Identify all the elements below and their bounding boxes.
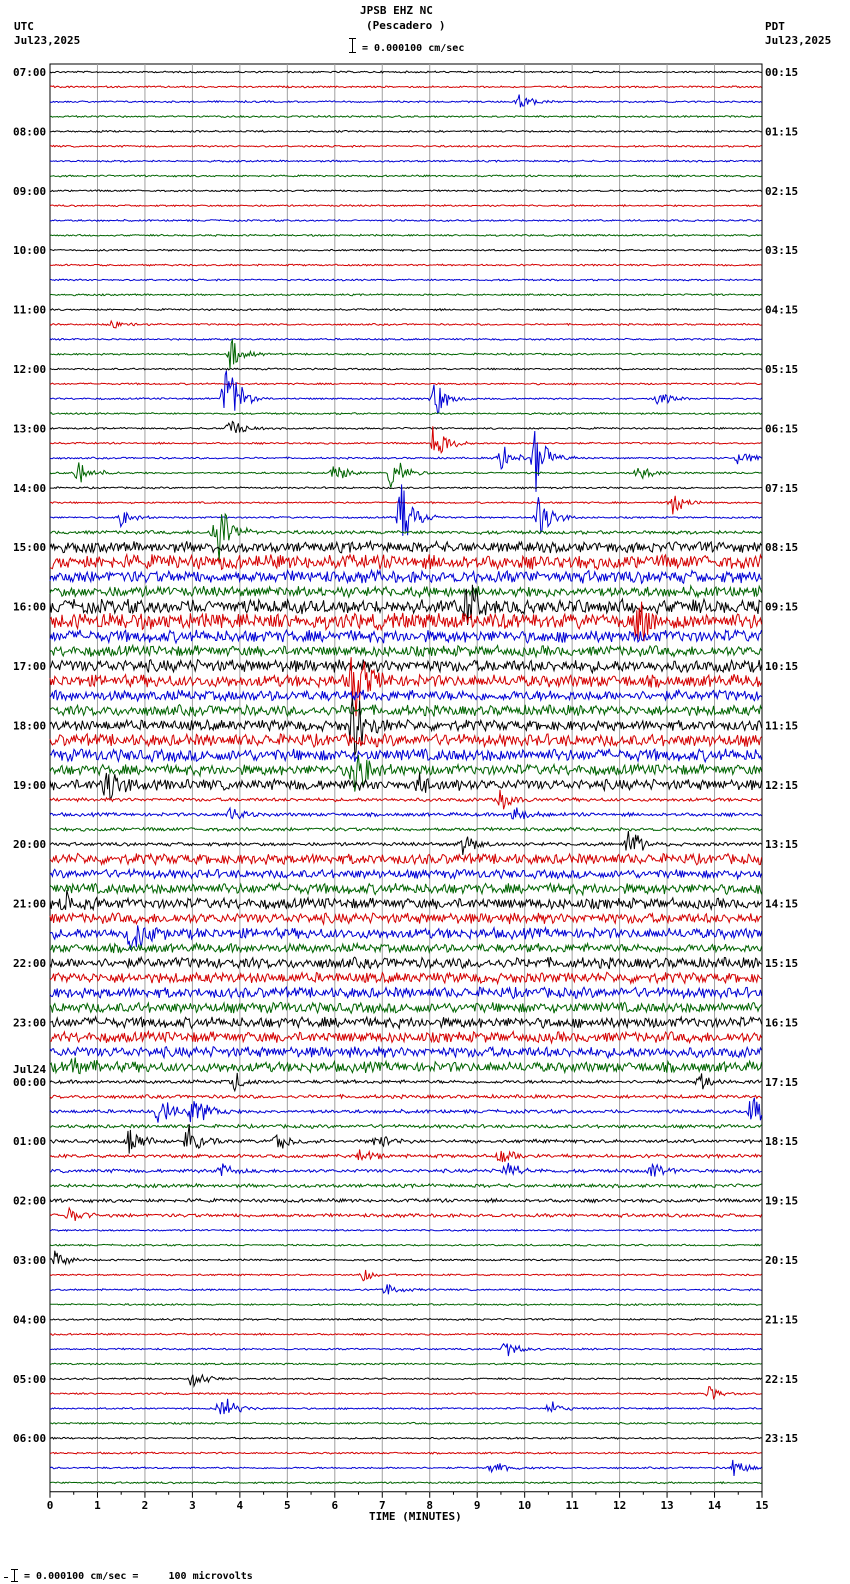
right-timezone: PDT <box>765 20 785 33</box>
seismic-trace <box>50 205 762 207</box>
seismic-trace <box>50 321 762 328</box>
right-hour-label: 20:15 <box>765 1254 799 1267</box>
right-hour-label: 06:15 <box>765 422 799 436</box>
seismic-trace <box>50 734 762 747</box>
seismic-trace <box>50 95 762 108</box>
left-hour-label: 02:00 <box>13 1194 47 1208</box>
seismic-trace <box>50 1047 762 1058</box>
right-hour-label: 00:15 <box>765 66 799 79</box>
right-hour-label: 03:15 <box>765 244 799 258</box>
seismic-trace <box>50 1304 762 1306</box>
seismic-trace <box>50 175 762 177</box>
x-tick-label: 11 <box>565 1498 579 1512</box>
seismic-trace <box>50 943 762 953</box>
x-tick-label: 15 <box>755 1498 769 1512</box>
seismic-trace <box>50 749 762 762</box>
x-tick-label: 9 <box>473 1498 481 1512</box>
seismic-trace <box>50 1251 762 1264</box>
seismic-trace <box>50 630 762 643</box>
left-hour-label: 11:00 <box>13 303 47 317</box>
right-hour-label: 07:15 <box>765 481 799 495</box>
seismic-trace <box>50 294 762 296</box>
seismic-trace <box>50 1460 762 1476</box>
seismic-trace <box>50 426 762 452</box>
seismic-trace <box>50 1333 762 1335</box>
right-hour-label: 11:15 <box>765 719 799 733</box>
seismic-trace <box>50 570 762 583</box>
footer-scale-text: = 0.000100 cm/sec = 100 microvolts <box>24 1571 253 1582</box>
seismic-trace <box>50 1387 762 1399</box>
left-hour-label: 10:00 <box>13 244 47 258</box>
seismic-trace <box>50 1032 762 1043</box>
left-hour-label: 22:00 <box>13 957 47 970</box>
seismic-trace <box>50 541 762 553</box>
right-hour-label: 04:15 <box>765 303 799 317</box>
seismic-trace <box>50 1399 762 1414</box>
left-hour-label: 16:00 <box>13 600 47 614</box>
seismic-trace <box>50 1002 762 1013</box>
right-hour-label: 19:15 <box>765 1194 799 1208</box>
right-hour-label: 01:15 <box>765 125 799 139</box>
seismic-trace <box>50 86 762 88</box>
seismic-trace <box>50 690 762 701</box>
seismic-trace <box>50 338 762 340</box>
seismic-trace <box>50 1149 762 1162</box>
x-tick-label: 13 <box>660 1498 674 1512</box>
left-hour-label: 17:00 <box>13 660 47 673</box>
seismic-trace <box>50 368 762 370</box>
right-hour-label: 10:15 <box>765 660 799 673</box>
seismic-trace <box>50 1363 762 1365</box>
seismic-trace <box>50 831 762 855</box>
seismic-trace <box>50 1163 762 1177</box>
seismic-trace <box>50 1422 762 1424</box>
seismic-trace <box>50 808 762 820</box>
right-hour-label: 16:15 <box>765 1016 799 1030</box>
left-hour-label: 07:00 <box>13 66 47 79</box>
seismic-trace <box>50 925 762 949</box>
left-hour-label: 09:00 <box>13 184 47 198</box>
seismic-trace <box>50 1270 762 1281</box>
seismic-trace <box>50 1452 762 1454</box>
right-hour-label: 23:15 <box>765 1432 799 1446</box>
seismic-trace <box>50 705 762 717</box>
seismic-trace <box>50 1073 762 1091</box>
seismic-trace <box>50 554 762 569</box>
station-title: JPSB EHZ NC <box>360 4 433 17</box>
x-tick-label: 14 <box>707 1498 722 1512</box>
seismic-trace <box>50 234 762 236</box>
seismic-trace <box>50 462 762 487</box>
seismic-trace <box>50 854 762 865</box>
seismic-trace <box>50 883 762 894</box>
left-hour-label: 12:00 <box>13 363 47 376</box>
x-tick-label: 3 <box>189 1498 196 1512</box>
seismic-trace <box>50 1124 762 1154</box>
right-hour-label: 17:15 <box>765 1075 799 1089</box>
seismic-trace <box>50 1199 762 1203</box>
seismic-trace <box>50 339 762 369</box>
right-hour-label: 18:15 <box>765 1135 799 1149</box>
x-tick-label: 8 <box>426 1498 434 1512</box>
x-tick-label: 12 <box>612 1498 627 1512</box>
seismic-trace <box>50 869 762 878</box>
seismic-trace <box>50 987 762 998</box>
scale-text: = 0.000100 cm/sec <box>362 43 465 54</box>
left-hour-label: 15:00 <box>13 541 47 555</box>
left-hour-label: 08:00 <box>13 125 47 139</box>
seismic-trace <box>50 790 762 810</box>
x-tick-label: 5 <box>284 1498 291 1512</box>
seismic-trace <box>50 1058 762 1074</box>
left-hour-label: 13:00 <box>13 422 47 436</box>
x-tick-label: 7 <box>378 1498 386 1512</box>
seismic-trace <box>50 1095 762 1099</box>
seismic-trace <box>50 1208 762 1221</box>
seismic-trace <box>50 957 762 969</box>
seismic-trace <box>50 487 762 489</box>
seismic-trace <box>50 371 762 413</box>
left-hour-label: 23:00 <box>13 1016 47 1030</box>
seismic-trace <box>50 1318 762 1320</box>
seismic-trace <box>50 1229 762 1231</box>
left-timezone: UTC <box>14 20 34 33</box>
seismic-trace <box>50 1017 762 1028</box>
station-location: (Pescadero ) <box>366 19 446 32</box>
seismic-trace <box>50 383 762 385</box>
left-hour-label: 00:00 <box>13 1075 47 1089</box>
right-hour-label: 12:15 <box>765 778 799 792</box>
right-hour-label: 13:15 <box>765 838 799 852</box>
left-hour-label: 01:00 <box>13 1135 47 1149</box>
seismic-trace <box>50 130 762 132</box>
left-hour-label: 03:00 <box>13 1254 47 1267</box>
seismic-trace <box>50 586 762 597</box>
right-hour-label: 08:15 <box>765 541 799 555</box>
left-hour-label: 20:00 <box>13 838 47 852</box>
seismic-trace <box>50 645 762 656</box>
seismic-trace <box>50 1437 762 1439</box>
x-tick-label: 1 <box>94 1498 101 1512</box>
plot-frame <box>50 64 762 1492</box>
seismic-trace <box>50 249 762 251</box>
seismic-trace <box>50 972 762 983</box>
seismic-trace <box>50 309 762 311</box>
left-hour-label: 04:00 <box>13 1313 47 1327</box>
seismic-trace <box>50 431 762 492</box>
seismic-trace <box>50 1482 762 1484</box>
seismic-trace <box>50 1184 762 1188</box>
seismic-trace <box>50 160 762 162</box>
seismic-trace <box>50 279 762 281</box>
seismic-trace <box>50 484 762 536</box>
right-hour-label: 09:15 <box>765 600 799 614</box>
x-tick-label: 6 <box>331 1498 339 1512</box>
right-hour-label: 05:15 <box>765 363 799 376</box>
right-hour-label: 14:15 <box>765 897 799 911</box>
right-hour-label: 22:15 <box>765 1372 799 1386</box>
seismic-trace <box>50 773 762 798</box>
left-hour-label: 05:00 <box>13 1372 47 1386</box>
x-tick-label: 0 <box>46 1498 54 1512</box>
right-hour-label: 21:15 <box>765 1313 799 1327</box>
seismic-trace <box>50 1344 762 1357</box>
left-hour-label: 18:00 <box>13 719 47 733</box>
left-hour-label: 21:00 <box>13 897 47 911</box>
left-hour-label: 14:00 <box>13 481 47 495</box>
left-hour-label: 06:00 <box>13 1432 47 1446</box>
seismic-trace <box>50 828 762 832</box>
seismic-trace <box>50 514 762 561</box>
seismic-trace <box>50 1375 762 1386</box>
left-date: Jul23,2025 <box>14 34 81 47</box>
seismic-trace <box>50 71 762 73</box>
seismic-trace <box>50 116 762 118</box>
seismic-trace <box>50 913 762 924</box>
x-tick-label: 10 <box>518 1498 532 1512</box>
x-tick-label: 4 <box>236 1498 244 1512</box>
seismic-trace <box>50 1125 762 1129</box>
seismic-trace <box>50 496 762 515</box>
seismic-trace <box>50 1244 762 1246</box>
x-tick-label: 2 <box>141 1498 149 1512</box>
seismic-trace <box>50 145 762 147</box>
seismic-trace <box>50 220 762 222</box>
right-hour-label: 15:15 <box>765 957 799 970</box>
day-change-label: Jul24 <box>13 1062 47 1076</box>
right-hour-label: 02:15 <box>765 184 799 198</box>
seismic-trace <box>50 1284 762 1294</box>
right-date: Jul23,2025 <box>765 34 832 47</box>
seismic-trace <box>50 190 762 192</box>
seismic-trace <box>50 660 762 673</box>
seismic-trace <box>50 264 762 266</box>
seismic-trace <box>50 698 762 755</box>
seismic-trace <box>50 413 762 415</box>
left-hour-label: 19:00 <box>13 778 47 792</box>
seismic-trace <box>50 422 762 433</box>
seismic-trace <box>50 1098 762 1123</box>
x-axis-label: TIME (MINUTES) <box>369 1510 462 1523</box>
